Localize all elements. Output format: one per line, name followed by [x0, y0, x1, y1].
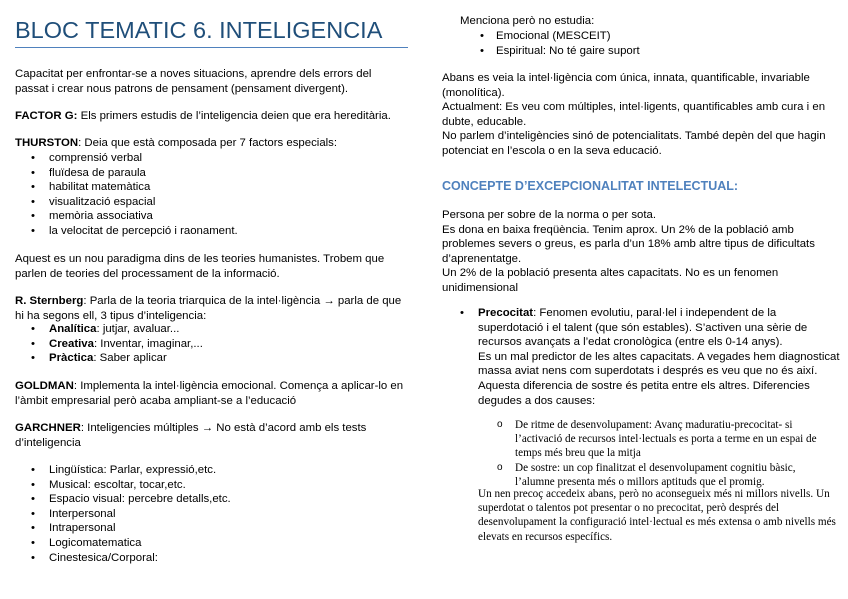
- abans-line: Abans es veia la intel·ligència com única, innata, quantificable, invariable (monolítica).: [442, 72, 810, 99]
- page-title: BLOC TEMATIC 6. INTELIGENCIA: [15, 15, 408, 48]
- item-text: : Inventar, imaginar,...: [93, 337, 203, 350]
- concepte-line: Es dona en baixa freqüència. Tenim aprox. Un 2% de la població amb problemes severs o greus, es parla d’un 18% amb altre tipus de dificultats d’aprenentatge.: [442, 223, 815, 265]
- thurston-factor-list: [15, 151, 395, 239]
- precocitat-paragraph: [478, 306, 840, 350]
- thurston-label: THURSTON: [15, 137, 79, 149]
- menciona-text: Menciona però no estudia:: [460, 15, 595, 27]
- precocitat-closing: Un nen precoç accedeix abans, però no aconsegueix més ni millors nivells. Un superdotat o talentos pot presentar o no precocitat, però després del desenvolupament la configuració intel·lectual es més extensa o amb nivells més elevats en recursos específics.: [478, 488, 836, 543]
- factor-g-paragraph: [15, 109, 407, 124]
- garchner-intelligences-list: [15, 463, 395, 565]
- list-item: • visualització espacial: [15, 195, 395, 210]
- goldman-paragraph: [15, 379, 407, 408]
- list-item: • memòria associativa: [15, 209, 395, 224]
- list-item: [15, 351, 395, 366]
- garchner-label: GARCHNER: [15, 422, 81, 434]
- concepte-line: Un 2% de la població presenta altes capacitats. No es un fenomen unidimensional: [442, 267, 779, 294]
- list-item: • Emocional (MESCEIT): [442, 29, 832, 44]
- factor-g-text: Els primers estudis de l’inteligencia deien que era hereditària.: [77, 110, 391, 122]
- humanist-paragraph: Aquest es un nou paradigma dins de les teories humanistes. Trobem que parlen de teories del processament de la informació.: [15, 253, 385, 280]
- list-item: • Intrapersonal: [15, 521, 395, 536]
- thurston-text: : Deia que està composada per 7 factors especials:: [78, 137, 338, 149]
- goldman-label: GOLDMAN: [15, 380, 74, 392]
- item-label: Creativa: [49, 337, 94, 350]
- list-item: • Lingüística: Parlar, expressió,etc.: [15, 463, 395, 478]
- causes-sublist: [478, 418, 833, 489]
- list-item: [15, 322, 395, 337]
- list-item: • Musical: escoltar, tocar,etc.: [15, 478, 395, 493]
- precocitat-label: Precocitat: [478, 307, 534, 319]
- potencialitats-line: No parlem d’inteligències sinó de potencialitats. També depèn del que hagin potenciat en l’escola o en la seva educació.: [442, 130, 826, 157]
- precocitat-predictor: Es un mal predictor de les altes capacitats. A vegades hem diagnosticat massa aviat nens com superdotats i després es veu que no és així.: [478, 350, 840, 378]
- list-item: • Interpersonal: [15, 507, 395, 522]
- item-label: Pràctica: [49, 352, 94, 365]
- list-item: • fluïdesa de paraula: [15, 166, 395, 181]
- sternberg-list: [15, 322, 395, 366]
- abans-paragraph: [442, 71, 840, 159]
- list-item: o De sostre: un cop finalitzat el desenvolupament cognitiu bàsic, l’alumne presenta més o millors aptituds que el promig.: [478, 461, 833, 489]
- garchner-text: : Inteligencies múltiples → No està d’acord amb els tests d’inteligencia: [15, 422, 367, 449]
- item-label: Analítica: [49, 323, 97, 335]
- list-item: • Espacio visual: percebre detalls,etc.: [15, 492, 395, 507]
- list-item: • comprensió verbal: [15, 151, 395, 166]
- item-text: : jutjar, avaluar...: [96, 323, 180, 335]
- list-item: • habilitat matemàtica: [15, 180, 395, 195]
- thurston-paragraph: [15, 136, 407, 151]
- list-item: [15, 337, 395, 352]
- intro-paragraph: Capacitat per enfrontar-se a noves situacions, aprendre dels errors del passat i crear nous patrons de pensament (pensament divergent).: [15, 68, 372, 95]
- sternberg-paragraph: [15, 294, 407, 323]
- precocitat-text: : Fenomen evolutiu, paral·lel i independent de la superdotació i el talent (que són estables). S’activen una sèrie de recursos avançats a l’edat cronològica (entre els 0-14 anys).: [478, 307, 808, 349]
- sternberg-label: R. Sternberg: [15, 295, 84, 307]
- list-item: o De ritme de desenvolupament: Avanç maduratiu-precocitat- si l’activació de recursos intel·lectuals es porta a terme en un espai de temps més breu que la mitja: [478, 418, 833, 461]
- precocitat-causes: Aquesta diferencia de sostre és petita entre els altres. Diferencies degudes a dos causes:: [478, 379, 810, 407]
- bullet: •: [460, 307, 464, 319]
- list-item: • la velocitat de percepció i raonament.: [15, 224, 395, 239]
- section-heading-excepcionalitat: CONCEPTE D’EXCEPCIONALITAT INTELECTUAL:: [442, 179, 739, 193]
- goldman-text: : Implementa la intel·ligència emocional. Comença a aplicar-lo en l’àmbit empresarial però acaba ampliant-se a l’educació: [15, 380, 404, 407]
- menciona-list: [442, 29, 832, 58]
- list-item: • Logicomatematica: [15, 536, 395, 551]
- list-item: • Espiritual: No té gaire suport: [442, 44, 832, 59]
- concepte-paragraph: [442, 208, 840, 296]
- precocitat-block: [460, 306, 840, 408]
- list-item: • Cinestesica/Corporal:: [15, 551, 395, 566]
- concepte-line: Persona per sobre de la norma o per sota.: [442, 209, 657, 221]
- item-text: : Saber aplicar: [93, 352, 167, 365]
- garchner-paragraph: [15, 421, 407, 450]
- sternberg-text: : Parla de la teoria triarquica de la intel·ligència → parla de que hi ha segons ell, 3 tipus d’inteligencia:: [15, 295, 402, 322]
- factor-g-label: FACTOR G:: [15, 110, 78, 122]
- actualment-line: Actualment: Es veu com múltiples, intel·ligents, quantificables amb cura i en dubte, educable.: [442, 101, 826, 128]
